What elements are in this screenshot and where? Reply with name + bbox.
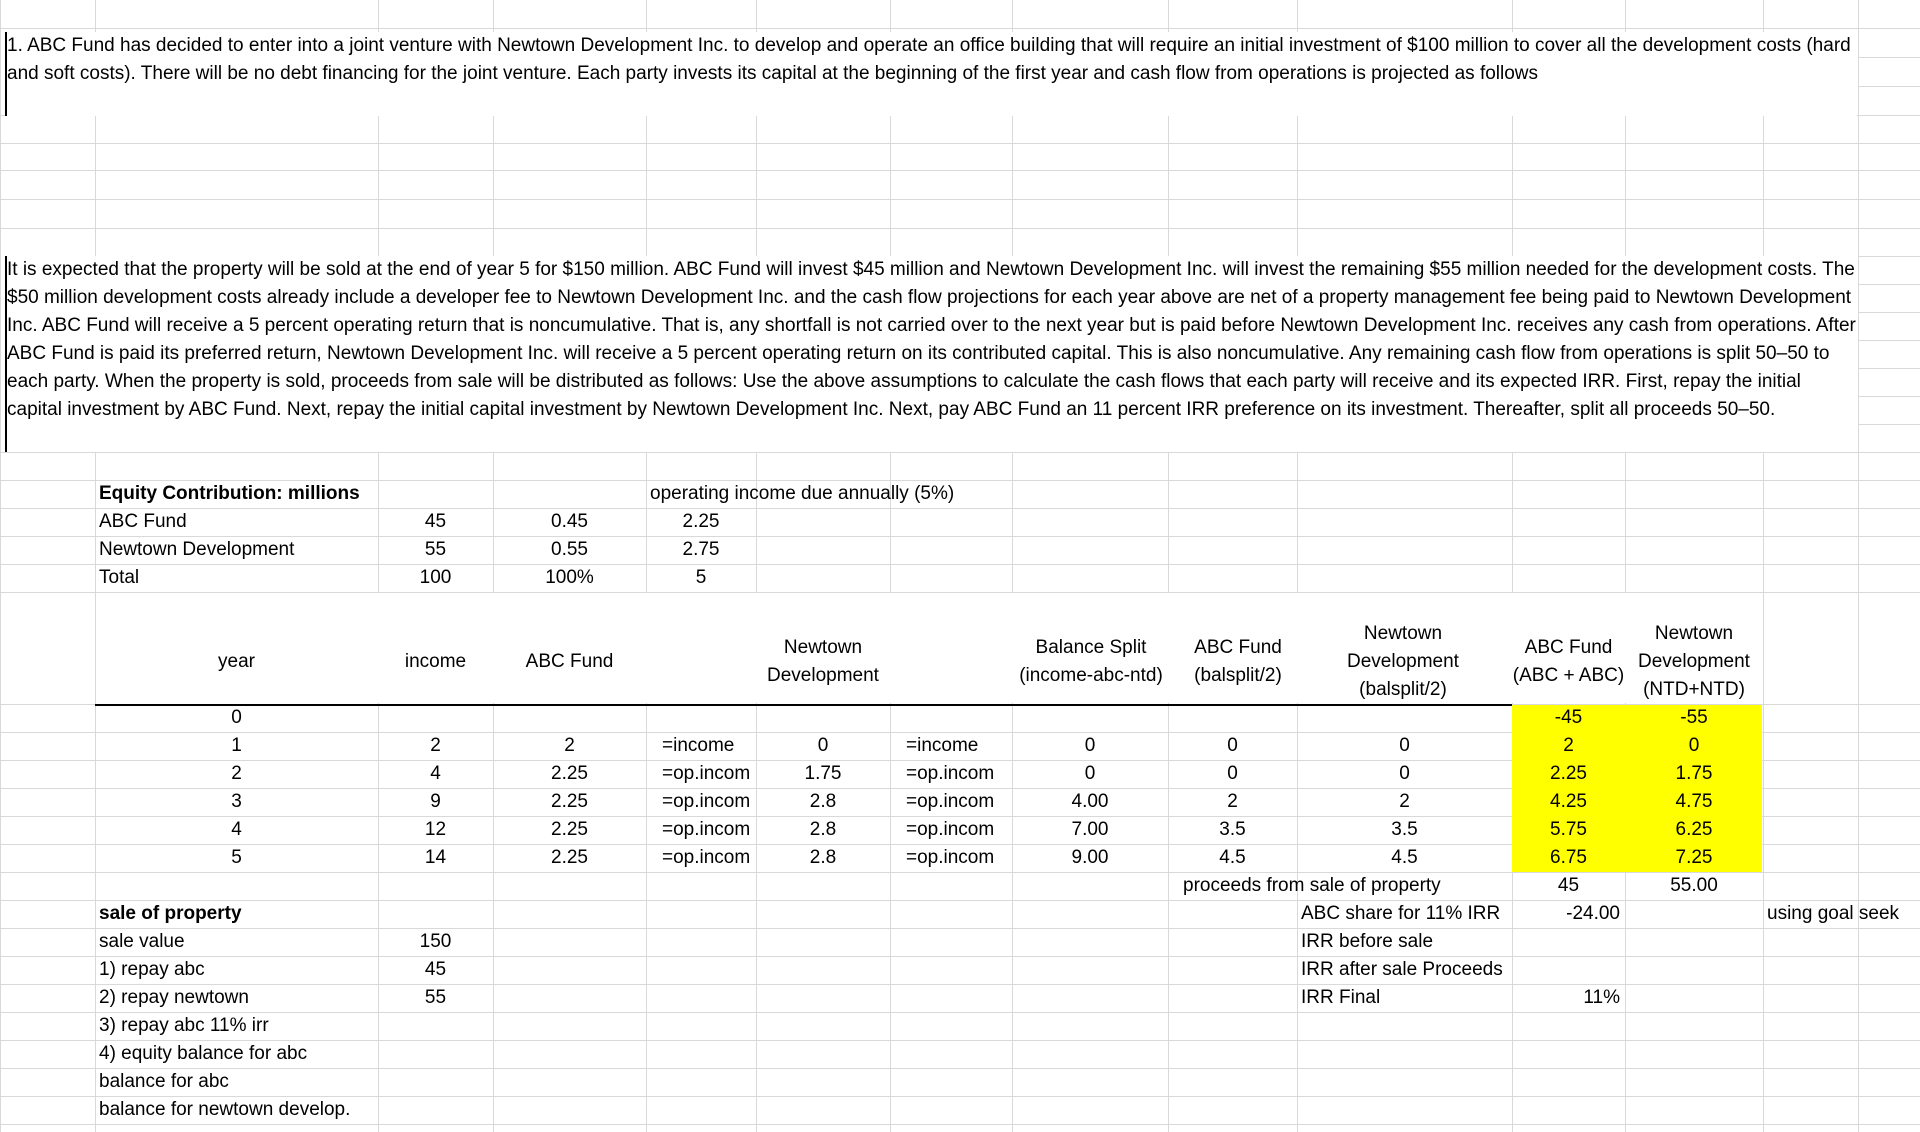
equity-share: 0.45: [551, 511, 588, 532]
irr-final-value: 11%: [1583, 987, 1620, 1008]
table-cell-bal: 9.00: [1071, 847, 1109, 868]
table-cell-ntd: 2.8: [809, 847, 837, 868]
table-cell-abc: 2.25: [551, 819, 588, 840]
table-cell-bal: 0: [1084, 735, 1096, 756]
table-cell-abct: -45: [1554, 707, 1583, 728]
table-cell-ntdt: 0: [1688, 735, 1700, 756]
sale-item-label: 1) repay abc: [99, 959, 205, 980]
irr-after-label: IRR after sale Proceeds: [1301, 959, 1503, 980]
sale-item-label: 4) equity balance for abc: [99, 1043, 308, 1064]
col-header-ntd-total: Newtown Development (NTD+NTD): [1638, 623, 1750, 700]
equity-amount: 55: [424, 539, 447, 560]
table-cell-ntd: 2.8: [809, 819, 837, 840]
table-cell-abc: 2.25: [551, 791, 588, 812]
sale-item-label: balance for abc: [99, 1071, 229, 1092]
col-header-year: year: [218, 651, 255, 672]
table-cell-f2: =op.incom: [906, 763, 995, 784]
irr-before-label: IRR before sale: [1301, 931, 1434, 952]
table-cell-abct: 2: [1563, 735, 1574, 756]
sale-item-value: 150: [419, 931, 452, 952]
proceeds-label: proceeds from sale of property: [1183, 875, 1441, 896]
table-cell-abc: 2.25: [551, 847, 588, 868]
table-cell-abct: 5.75: [1550, 819, 1587, 840]
table-cell-f2: =op.incom: [906, 819, 995, 840]
equity-op: 2.75: [682, 539, 720, 560]
equity-amount: 100: [419, 567, 452, 588]
col-header-income: income: [404, 651, 467, 672]
col-header-ntd: Newtown Development: [767, 637, 879, 686]
table-cell-abct: 2.25: [1550, 763, 1587, 784]
table-cell-f2: =op.incom: [906, 847, 995, 868]
table-cell-year: 5: [231, 847, 242, 868]
details-paragraph: It is expected that the property will be sold at the end of year 5 for $150 million. ABC Fund will invest $45 million and Newtown Development Inc. will invest the remaining $55 million needed for the development costs. The $50 million development costs already include a developer fee to Newtown Development Inc. and the cash flow projections for each year above are net of a property management fee being paid to Newtown Development Inc. ABC Fund will receive a 5 percent operating return that is noncumulative. That is, any shortfall is not carried over to the next year but is paid before Newtown Development Inc. receives any cash from operations. After ABC Fund is paid its preferred return, Newtown Development Inc. will receive a 5 percent operating return on its contributed capital. This is also noncumulative. Any remaining cash flow from operations is split 50–50 to each party. When the property is sold, proceeds from sale will be distributed as follows: Use the above assumptions to calculate the cash flows that each party will receive and its expected IRR. First, repay the initial capital investment by ABC Fund. Next, repay the initial capital investment by Newtown Development Inc. Next, pay ABC Fund an 11 percent IRR preference on its investment. Thereafter, split all proceeds 50–50.: [5, 256, 1857, 452]
table-cell-income: 4: [430, 763, 441, 784]
table-cell-f2: =op.incom: [906, 791, 995, 812]
proceeds-ntd: 55.00: [1670, 875, 1718, 896]
equity-share: 100%: [545, 567, 594, 588]
table-cell-f1: =income: [662, 735, 735, 756]
col-header-ntd-bal: Newtown Development (balsplit/2): [1347, 623, 1459, 700]
table-cell-year: 3: [231, 791, 242, 812]
table-cell-ntdb: 0: [1399, 735, 1410, 756]
sale-item-label: 2) repay newtown: [99, 987, 249, 1008]
table-cell-abct: 6.75: [1550, 847, 1587, 868]
equity-op: 2.25: [682, 511, 720, 532]
col-header-abc: ABC Fund: [525, 651, 614, 672]
table-cell-abcb: 2: [1227, 791, 1238, 812]
table-cell-ntdt: -55: [1680, 707, 1708, 728]
table-cell-f2: =income: [906, 735, 979, 756]
table-cell-income: 2: [430, 735, 441, 756]
equity-share: 0.55: [551, 539, 588, 560]
table-cell-abcb: 0: [1227, 735, 1238, 756]
equity-label: Total: [99, 567, 140, 588]
table-cell-f1: =op.incom: [662, 791, 751, 812]
table-cell-ntdb: 4.5: [1391, 847, 1418, 868]
equity-heading: Equity Contribution: millions: [99, 483, 360, 504]
col-header-balance: Balance Split (income-abc-ntd): [1019, 637, 1163, 686]
table-cell-ntdb: 0: [1399, 763, 1410, 784]
abc-share-label: ABC share for 11% IRR: [1301, 903, 1501, 924]
table-cell-ntd: 2.8: [809, 791, 837, 812]
col-header-abc-bal: ABC Fund (balsplit/2): [1194, 637, 1282, 686]
sale-heading: sale of property: [99, 903, 242, 924]
table-cell-f1: =op.incom: [662, 763, 751, 784]
goal-seek-note: using goal seek: [1767, 903, 1900, 924]
table-cell-ntdt: 7.25: [1675, 847, 1713, 868]
equity-op: 5: [695, 567, 707, 588]
col-header-abc-total: ABC Fund (ABC + ABC): [1512, 637, 1625, 686]
equity-label: ABC Fund: [99, 511, 187, 532]
table-cell-abcb: 0: [1227, 763, 1238, 784]
table-cell-bal: 7.00: [1071, 819, 1109, 840]
table-cell-f1: =op.incom: [662, 847, 751, 868]
table-cell-ntdt: 4.75: [1675, 791, 1713, 812]
sale-item-label: balance for newtown develop.: [99, 1099, 351, 1120]
intro-paragraph: 1. ABC Fund has decided to enter into a joint venture with Newtown Development Inc. to develop and operate an office building that will require an initial investment of $100 million to cover all the development costs (hard and soft costs). There will be no debt financing for the joint venture. Each party invests its capital at the beginning of the first year and cash flow from operations is projected as follows: [5, 32, 1857, 116]
equity-amount: 45: [424, 511, 447, 532]
table-cell-bal: 0: [1084, 763, 1096, 784]
table-cell-bal: 4.00: [1071, 791, 1109, 812]
table-cell-ntdt: 6.25: [1675, 819, 1713, 840]
table-cell-year: 1: [231, 735, 242, 756]
table-cell-ntd: 1.75: [804, 763, 842, 784]
table-cell-ntdb: 3.5: [1391, 819, 1418, 840]
table-cell-abc: 2: [564, 735, 575, 756]
table-cell-ntd: 0: [817, 735, 829, 756]
op-income-heading: operating income due annually (5%): [650, 483, 955, 504]
table-cell-f1: =op.incom: [662, 819, 751, 840]
sale-item-value: 55: [424, 987, 447, 1008]
table-cell-abcb: 3.5: [1219, 819, 1246, 840]
equity-label: Newtown Development: [99, 539, 295, 560]
sale-item-label: 3) repay abc 11% irr: [99, 1015, 269, 1036]
table-cell-income: 12: [424, 819, 447, 840]
table-cell-year: 4: [231, 819, 242, 840]
table-cell-abct: 4.25: [1550, 791, 1587, 812]
table-cell-ntdt: 1.75: [1675, 763, 1713, 784]
table-cell-ntdb: 2: [1399, 791, 1410, 812]
table-cell-abc: 2.25: [551, 763, 588, 784]
table-cell-year: 0: [231, 707, 242, 728]
table-cell-income: 14: [424, 847, 447, 868]
abc-share-value: -24.00: [1566, 903, 1620, 924]
proceeds-abc: 45: [1557, 875, 1580, 896]
irr-final-label: IRR Final: [1301, 987, 1381, 1008]
sale-item-label: sale value: [99, 931, 185, 952]
table-cell-year: 2: [231, 763, 242, 784]
table-cell-abcb: 4.5: [1219, 847, 1246, 868]
table-cell-income: 9: [430, 791, 441, 812]
sale-item-value: 45: [424, 959, 447, 980]
